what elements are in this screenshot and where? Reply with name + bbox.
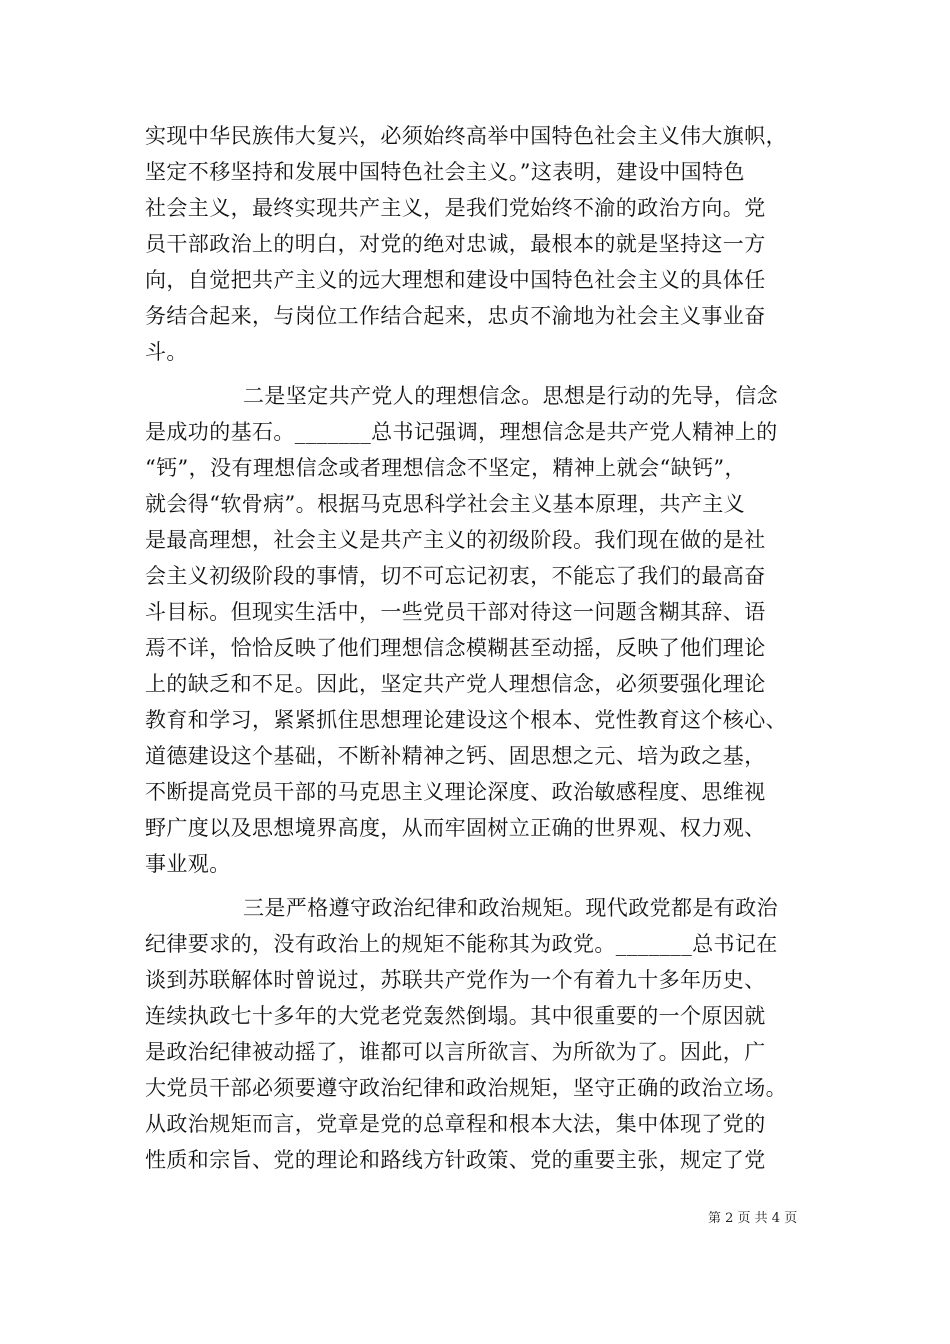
paragraph-gap — [145, 882, 835, 890]
paragraph-3-line-7: 从政治规矩而言，党章是党的总章程和根本大法，集中体现了党的 — [145, 1112, 766, 1136]
paragraph-1-line-3: 社会主义，最终实现共产主义，是我们党始终不渝的政治方向。党 — [145, 196, 766, 220]
document-body — [145, 118, 835, 1178]
paragraph-1-line-6: 务结合起来，与岗位工作结合起来，忠贞不渝地为社会主义事业奋 — [145, 304, 766, 328]
paragraph-1-line-5: 向，自觉把共产主义的远大理想和建设中国特色社会主义的具体任 — [145, 268, 766, 292]
paragraph-2-line-4: 就会得“软骨病”。根据马克思科学社会主义基本原理，共产主义 — [145, 492, 746, 516]
paragraph-2-line-12: 不断提高党员干部的马克思主义理论深度、政治敏感程度、思维视 — [145, 780, 766, 804]
paragraph-1-line-7: 斗。 — [145, 340, 188, 364]
paragraph-3-line-2: 纪律要求的，没有政治上的规矩不能称其为政党。_______总书记在 — [145, 932, 778, 956]
paragraph-2-line-14: 事业观。 — [145, 852, 231, 876]
paragraph-2-line-9: 上的缺乏和不足。因此，坚定共产党人理想信念，必须要强化理论 — [145, 672, 766, 696]
paragraph-2-line-7: 斗目标。但现实生活中，一些党员干部对待这一问题含糊其辞、语 — [145, 600, 766, 624]
page-number-footer: 第 2 页 共 4 页 — [708, 1211, 798, 1226]
paragraph-3-line-3: 谈到苏联解体时曾说过，苏联共产党作为一个有着九十多年历史、 — [145, 968, 766, 992]
paragraph-2-line-2: 是成功的基石。_______总书记强调，理想信念是共产党人精神上的 — [145, 420, 778, 444]
paragraph-2-line-3: “钙”，没有理想信念或者理想信念不坚定，精神上就会“缺钙”， — [145, 456, 746, 480]
paragraph-2-line-1: 二是坚定共产党人的理想信念。思想是行动的先导，信念 — [243, 384, 778, 408]
paragraph-2-line-8: 焉不详，恰恰反映了他们理想信念模糊甚至动摇，反映了他们理论 — [145, 636, 766, 660]
paragraph-3-line-1: 三是严格遵守政治纪律和政治规矩。现代政党都是有政治 — [243, 896, 778, 920]
paragraph-3-line-5: 是政治纪律被动摇了，谁都可以言所欲言、为所欲为了。因此，广 — [145, 1040, 766, 1064]
paragraph-3-line-8: 性质和宗旨、党的理论和路线方针政策、党的重要主张，规定了党 — [145, 1148, 766, 1172]
paragraph-1-line-2: 坚定不移坚持和发展中国特色社会主义。”这表明，建设中国特色 — [145, 160, 745, 184]
paragraph-3-line-6: 大党员干部必须要遵守政治纪律和政治规矩，坚守正确的政治立场。 — [145, 1076, 787, 1100]
paragraph-1-line-1: 实现中华民族伟大复兴，必须始终高举中国特色社会主义伟大旗帜， — [145, 124, 787, 148]
paragraph-2-line-13: 野广度以及思想境界高度，从而牢固树立正确的世界观、权力观、 — [145, 816, 766, 840]
paragraph-2-line-11: 道德建设这个基础，不断补精神之钙、固思想之元、培为政之基， — [145, 744, 766, 768]
paragraph-2-line-5: 是最高理想，社会主义是共产主义的初级阶段。我们现在做的是社 — [145, 528, 766, 552]
paragraph-2-line-10: 教育和学习，紧紧抓住思想理论建设这个根本、党性教育这个核心、 — [145, 708, 787, 732]
paragraph-2-line-6: 会主义初级阶段的事情，切不可忘记初衷，不能忘了我们的最高奋 — [145, 564, 766, 588]
paragraph-1-line-4: 员干部政治上的明白，对党的绝对忠诚，最根本的就是坚持这一方 — [145, 232, 766, 256]
paragraph-3-line-4: 连续执政七十多年的大党老党轰然倒塌。其中很重要的一个原因就 — [145, 1004, 766, 1028]
paragraph-gap — [145, 370, 835, 378]
